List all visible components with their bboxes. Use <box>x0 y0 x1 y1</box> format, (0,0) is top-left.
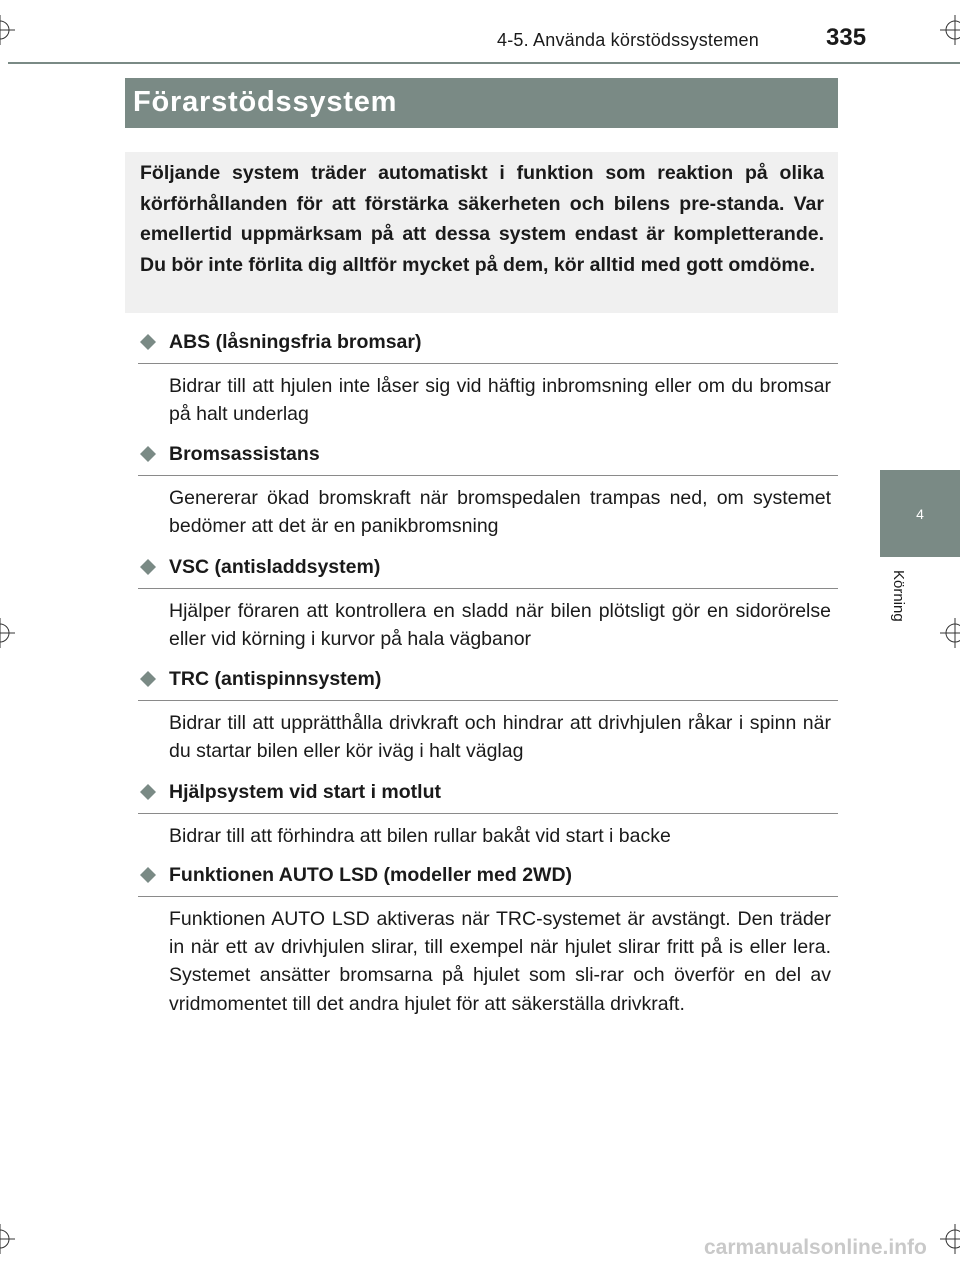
feature-heading-row <box>138 555 838 589</box>
feature-heading: TRC (antispinnsystem) <box>169 668 382 690</box>
section-title: Förarstödssystem <box>133 86 398 118</box>
feature-heading-row <box>138 667 838 701</box>
crop-mark-bottom-right-icon <box>940 1224 960 1254</box>
diamond-bullet-icon <box>140 671 156 687</box>
crop-mark-top-left-icon <box>0 15 15 45</box>
diamond-bullet-icon <box>140 446 156 462</box>
crop-mark-mid-right-icon <box>940 618 960 648</box>
diamond-bullet-icon <box>140 867 156 883</box>
feature-heading: Bromsassistans <box>169 443 320 465</box>
feature-trc <box>138 667 838 765</box>
feature-description: Funktionen AUTO LSD aktiveras när TRC-systemet är avstängt. Den träder in när ett av drivhjulen slirar, till exempel när hjulet slirar fritt på is eller lera. Systemet ansätter bromsarna på hjulet som sli-rar och överför en del av vridmomentet till det andra hjulet för att säkerställa drivkraft. <box>169 908 831 1015</box>
chapter-tab <box>880 470 960 557</box>
diamond-bullet-icon <box>140 559 156 575</box>
feature-description: Genererar ökad bromskraft när bromspedalen trampas ned, om systemet bedömer att det är en panikbromsning <box>169 487 831 538</box>
diamond-bullet-icon <box>140 334 156 350</box>
feature-heading: ABS (låsningsfria bromsar) <box>169 331 422 353</box>
feature-heading-row <box>138 863 838 897</box>
feature-heading: Funktionen AUTO LSD (modeller med 2WD) <box>169 864 573 886</box>
header-divider <box>8 62 960 64</box>
feature-description: Bidrar till att hjulen inte låser sig vid häftig inbromsning eller om du bromsar på halt underlag <box>169 375 831 426</box>
diamond-bullet-icon <box>140 784 156 800</box>
watermark: carmanualsonline.info <box>704 1236 927 1259</box>
crop-mark-top-right-icon <box>940 15 960 45</box>
feature-heading: Hjälpsystem vid start i motlut <box>169 781 441 803</box>
chapter-label: Körning <box>890 570 907 622</box>
feature-heading-row <box>138 330 838 364</box>
feature-auto-lsd <box>138 863 838 1018</box>
feature-description: Bidrar till att förhindra att bilen rullar bakåt vid start i backe <box>169 825 671 847</box>
intro-text: Följande system träder automatiskt i funktion som reaktion på olika körförhållanden för att förstärka säkerheten och bilens pre-standa. Var emellertid uppmärksam på att dessa system endast är kompletterande. Du bör inte förlita dig alltför mycket på dem, kör alltid med gott omdöme. <box>140 162 824 276</box>
feature-heading: VSC (antisladdsystem) <box>169 556 381 578</box>
feature-description: Bidrar till att upprätthålla drivkraft och hindrar att drivhjulen råkar i spinn när du startar bilen eller kör iväg i halt väglag <box>169 712 831 763</box>
intro-box <box>125 152 838 313</box>
page-number: 335 <box>826 24 867 51</box>
feature-vsc <box>138 555 838 653</box>
header-section-title: 4-5. Använda körstödssystemen <box>497 30 759 50</box>
feature-description: Hjälper föraren att kontrollera en sladd när bilen plötsligt gör en sidorörelse eller vid körning i kurvor på hala vägbanor <box>169 600 831 651</box>
feature-heading-row <box>138 780 838 814</box>
feature-hill-start-assist <box>138 780 838 850</box>
feature-brake-assist <box>138 442 838 540</box>
chapter-number: 4 <box>916 506 924 522</box>
crop-mark-mid-left-icon <box>0 618 15 648</box>
section-title-bar <box>125 78 838 128</box>
feature-abs <box>138 330 838 428</box>
feature-heading-row <box>138 442 838 476</box>
crop-mark-bottom-left-icon <box>0 1224 15 1254</box>
